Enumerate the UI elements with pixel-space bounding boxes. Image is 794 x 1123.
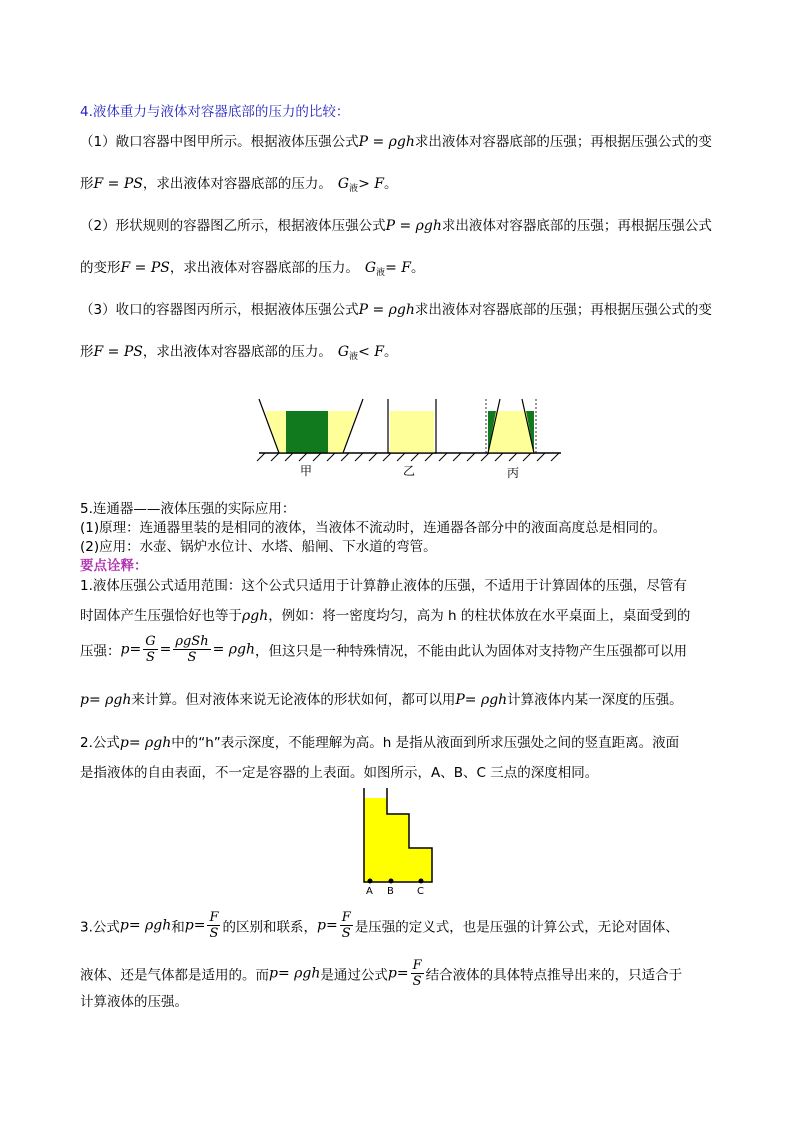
g-subscript: 液 — [376, 268, 386, 278]
section4-para2-line2: 的变形F = PS，求出液体对容器底部的压力。 $G_液= F$。 — [80, 260, 425, 278]
text: ，求出液体对容器底部的压力。 — [142, 344, 332, 360]
formula-P-rgh: P= ρgh — [455, 692, 508, 708]
formula-p-rgh: p= ρgh — [269, 965, 321, 982]
container-jia — [259, 399, 363, 453]
label-bing: 丙 — [507, 466, 520, 480]
text: 。 — [383, 344, 398, 360]
fraction-f-over-s — [411, 958, 424, 989]
formula-p-eq: p= — [184, 917, 206, 934]
numerator: F — [209, 910, 219, 925]
relation-less: < F — [358, 344, 384, 360]
formula-equals: = — [159, 641, 172, 658]
text: 是通过公式 — [320, 967, 388, 984]
text: 求出液体对容器底部的压强；再根据压强公式的变 — [414, 134, 712, 150]
label-b: B — [387, 886, 394, 897]
text: 是压强的定义式，也是压强的计算公式，无论对固体、 — [354, 919, 679, 936]
container-yi — [388, 399, 436, 453]
key2-line1 — [80, 731, 679, 751]
fraction-rgsh-over-s — [173, 634, 210, 665]
label-a: A — [366, 886, 373, 897]
denominator: S — [145, 650, 155, 665]
text: 。 — [383, 176, 398, 192]
text: 压强： — [80, 643, 121, 660]
key3-line1 — [80, 910, 679, 941]
fraction-f-over-s — [207, 910, 220, 941]
key-points-title: 要点诠释： — [80, 558, 148, 574]
ground-hatching — [257, 453, 559, 461]
section4-title: 4.液体重力与液体对容器底部的压力的比较： — [80, 104, 350, 120]
point-a — [368, 879, 373, 884]
section4-para2-line1 — [80, 214, 712, 234]
section4-para1-line2: 形F = PS，求出液体对容器底部的压力。 $G_液> F$。 — [80, 176, 398, 194]
text: （2）形状规则的容器图乙所示，根据液体压强公式 — [80, 218, 386, 234]
denominator: S — [412, 974, 422, 989]
liquid-fill — [364, 798, 432, 882]
section4-para3-line2: 形F = PS，求出液体对容器底部的压力。 $G_液< F$。 — [80, 344, 398, 362]
text: （1）敞口容器中图甲所示。根据液体压强公式 — [80, 134, 359, 150]
g-subscript: 液 — [349, 352, 359, 362]
numerator: ρgSh — [175, 634, 209, 649]
point-b — [389, 879, 394, 884]
g-subscript: 液 — [349, 184, 359, 194]
formula-p-rgh: p= ρgh — [80, 692, 132, 708]
step-container-figure — [355, 786, 440, 898]
formula-rgh: ρgh — [242, 608, 269, 624]
key1-line3 — [80, 634, 687, 665]
label-jia: 甲 — [300, 464, 313, 478]
text: ，求出液体对容器底部的压力。 — [169, 260, 359, 276]
key3-line3: 计算液体的压强。 — [80, 994, 188, 1010]
container-bing — [486, 399, 536, 453]
formula-p-eq: p= — [316, 917, 338, 934]
formula-force: F = PS — [120, 260, 170, 276]
text: 。 — [410, 260, 425, 276]
text: 形 — [80, 344, 94, 360]
formula-p-eq: p= — [120, 641, 142, 658]
formula-pressure: P = ρgh — [358, 302, 415, 318]
point-c — [419, 879, 424, 884]
key3-line2 — [80, 958, 682, 989]
fraction-g-over-s — [143, 634, 157, 665]
numerator: F — [341, 910, 351, 925]
formula-p-rgh: p= ρgh — [119, 735, 172, 751]
denominator: S — [209, 926, 219, 941]
label-yi: 乙 — [403, 464, 416, 478]
text: 和 — [171, 919, 185, 936]
denominator: S — [187, 650, 197, 665]
text: 2.公式 — [80, 735, 120, 751]
text: 的变形 — [80, 260, 121, 276]
formula-end: = ρgh — [212, 641, 255, 658]
text: 形 — [80, 176, 94, 192]
section4-para1-line1 — [80, 130, 712, 150]
text: 的区别和联系， — [222, 919, 317, 936]
section4-para3-line1 — [80, 298, 712, 318]
key1-line1: 1.液体压强公式适用范围：这个公式只适用于计算静止液体的压强，不适用于计算固体的压强，尽管有 — [80, 578, 687, 594]
text: 来计算。但对液体来说无论液体的形状如何，都可以用 — [131, 692, 456, 708]
section5-principle: (1)原理：连通器里装的是相同的液体，当液体不流动时，连通器各部分中的液面高度总是相同的。 — [80, 520, 667, 536]
text: ，但这只是一种特殊情况，不能由此认为固体对支持物产生压强都可以用 — [254, 643, 687, 660]
denominator: S — [341, 926, 351, 941]
relation-equal: = F — [385, 260, 411, 276]
text: 计算液体内某一深度的压强。 — [507, 692, 683, 708]
text: ，例如：将一密度均匀，高为 h 的柱状体放在水平桌面上，桌面受到的 — [268, 608, 691, 624]
formula-force: F = PS — [93, 176, 143, 192]
text: 中的“h”表示深度，不能理解为高。h 是指从液面到所求压强处之间的竖直距离。液面 — [171, 735, 680, 751]
text: 求出液体对容器底部的压强；再根据压强公式 — [441, 218, 712, 234]
text: 求出液体对容器底部的压强；再根据压强公式的变 — [414, 302, 712, 318]
text: 时固体产生压强恰好也等于 — [80, 608, 242, 624]
section5-application: (2)应用：水壶、锅炉水位计、水塔、船闸、下水道的弯管。 — [80, 539, 437, 555]
fraction-f-over-s — [340, 910, 353, 941]
relation-greater: > F — [358, 176, 384, 192]
formula-pressure: P = ρgh — [385, 218, 442, 234]
text: ，求出液体对容器底部的压力。 — [142, 176, 332, 192]
text: 液体、还是气体都是适用的。而 — [80, 967, 269, 984]
formula-p-eq: p= — [387, 965, 409, 982]
containers-figure — [255, 395, 565, 485]
label-c: C — [417, 886, 424, 897]
key2-line2: 是指液体的自由表面，不一定是容器的上表面。如图所示，A、B、C 三点的深度相同。 — [80, 765, 599, 781]
key1-line4 — [80, 688, 683, 708]
text: （3）收口的容器图丙所示，根据液体压强公式 — [80, 302, 359, 318]
text: 结合液体的具体特点推导出来的，只适合于 — [425, 967, 683, 984]
key1-line2 — [80, 604, 690, 624]
formula-force: F = PS — [93, 344, 143, 360]
numerator: G — [145, 634, 156, 649]
numerator: F — [412, 958, 422, 973]
text: 3.公式 — [80, 919, 120, 936]
formula-pressure: P = ρgh — [358, 134, 415, 150]
section5-title: 5.连通器——液体压强的实际应用： — [80, 501, 296, 517]
formula-p-rgh: p= ρgh — [119, 917, 172, 934]
